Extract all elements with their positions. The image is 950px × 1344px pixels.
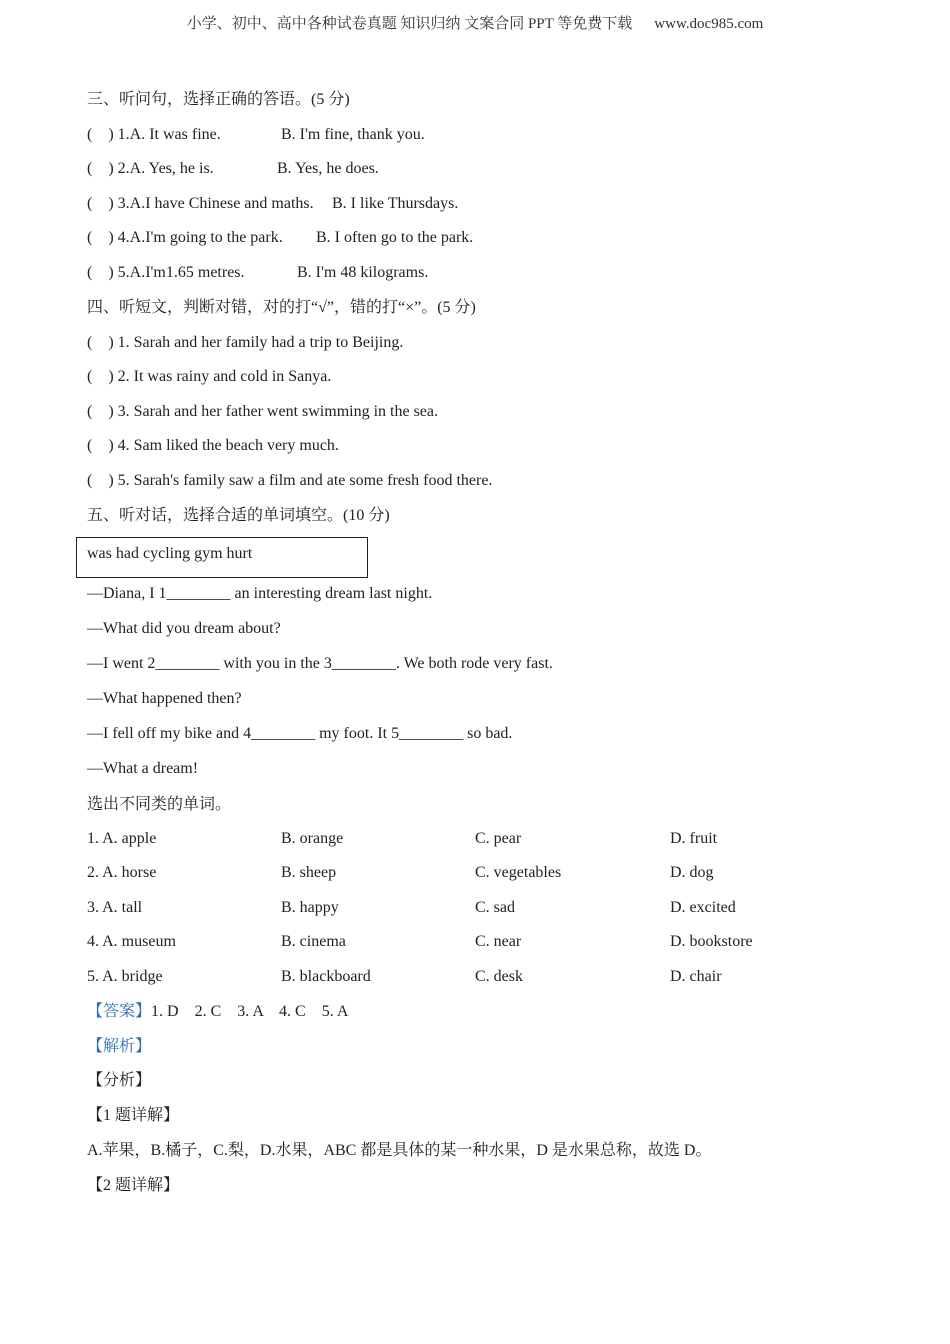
section3-item: [87, 124, 907, 146]
choice-b: B. happy: [281, 899, 339, 916]
option-a: ( ) 4.A.I'm going to the park.: [87, 229, 283, 246]
word-row: [87, 828, 907, 850]
section3-title: 三、听问句，选择正确的答语。(5 分): [87, 91, 350, 108]
section4-item: ( ) 4. Sam liked the beach very much.: [87, 437, 339, 454]
choice-a: 5. A. bridge: [87, 968, 163, 985]
section3-item: [87, 227, 907, 249]
fenxi-label: 【分析】: [87, 1072, 152, 1089]
section4-item: ( ) 3. Sarah and her father went swimming in the sea.: [87, 403, 439, 420]
word-box-words: was had cycling gym hurt: [87, 545, 253, 562]
answer-label: 【答案】: [87, 1003, 152, 1020]
option-a: ( ) 3.A.I have Chinese and maths.: [87, 195, 314, 212]
option-b: B. I'm 48 kilograms.: [297, 264, 429, 281]
word-row: [87, 931, 907, 953]
section3-item: [87, 193, 907, 215]
option-b: B. I like Thursdays.: [332, 195, 459, 212]
word-row: [87, 966, 907, 988]
section3-item: [87, 158, 907, 180]
choice-d: D. excited: [670, 899, 736, 916]
word-row: [87, 897, 907, 919]
header-text: 小学、初中、高中各种试卷真题 知识归纳 文案合同 PPT 等免费下载: [186, 16, 633, 32]
dialogue-line: —I fell off my bike and 4________ my foot. It 5________ so bad.: [87, 725, 513, 742]
word-box: [76, 537, 368, 578]
option-b: B. I often go to the park.: [316, 229, 474, 246]
choice-d: D. fruit: [670, 830, 718, 847]
answer-text: 1. D 2. C 3. A 4. C 5. A: [151, 1003, 349, 1020]
option-a: ( ) 2.A. Yes, he is.: [87, 160, 214, 177]
choice-d: D. chair: [670, 968, 722, 985]
option-a: ( ) 5.A.I'm1.65 metres.: [87, 264, 245, 281]
choice-b: B. sheep: [281, 864, 337, 881]
section4-title: 四、听短文，判断对错，对的打“√”，错的打“×”。(5 分): [87, 299, 476, 316]
header-url: www.doc985.com: [654, 16, 764, 32]
choice-a: 2. A. horse: [87, 864, 157, 881]
choice-a: 3. A. tall: [87, 899, 143, 916]
choice-b: B. blackboard: [281, 968, 371, 985]
choice-d: D. dog: [670, 864, 714, 881]
choice-c: C. sad: [475, 899, 515, 916]
section6-title: 选出不同类的单词。: [87, 796, 232, 813]
choice-c: C. vegetables: [475, 864, 562, 881]
section4-item: ( ) 2. It was rainy and cold in Sanya.: [87, 368, 332, 385]
choice-c: C. near: [475, 933, 522, 950]
detail1-title: 【1 题详解】: [87, 1107, 180, 1124]
choice-b: B. cinema: [281, 933, 346, 950]
detail2-title: 【2 题详解】: [87, 1177, 180, 1194]
word-row: [87, 862, 907, 884]
section5-title: 五、听对话，选择合适的单词填空。(10 分): [87, 507, 390, 524]
dialogue-line: —What happened then?: [87, 690, 242, 707]
analysis-label: 【解析】: [87, 1038, 152, 1055]
choice-b: B. orange: [281, 830, 344, 847]
section3-item: [87, 262, 907, 284]
option-b: B. Yes, he does.: [277, 160, 379, 177]
dialogue-line: —What a dream!: [87, 760, 199, 777]
page-header: [0, 12, 950, 33]
choice-c: C. desk: [475, 968, 523, 985]
detail1-text: A.苹果，B.橘子，C.梨，D.水果，ABC 都是具体的某一种水果，D 是水果总称，故选 D。: [87, 1142, 712, 1159]
section4-item: ( ) 1. Sarah and her family had a trip to Beijing.: [87, 334, 404, 351]
option-b: B. I'm fine, thank you.: [281, 126, 425, 143]
choice-d: D. bookstore: [670, 933, 753, 950]
choice-c: C. pear: [475, 830, 522, 847]
dialogue-line: —Diana, I 1________ an interesting dream last night.: [87, 585, 433, 602]
dialogue-line: —What did you dream about?: [87, 620, 281, 637]
choice-a: 1. A. apple: [87, 830, 157, 847]
section4-item: ( ) 5. Sarah's family saw a film and ate some fresh food there.: [87, 472, 493, 489]
answer-line: [87, 1001, 348, 1023]
choice-a: 4. A. museum: [87, 933, 176, 950]
dialogue-line: —I went 2________ with you in the 3________. We both rode very fast.: [87, 655, 553, 672]
option-a: ( ) 1.A. It was fine.: [87, 126, 221, 143]
